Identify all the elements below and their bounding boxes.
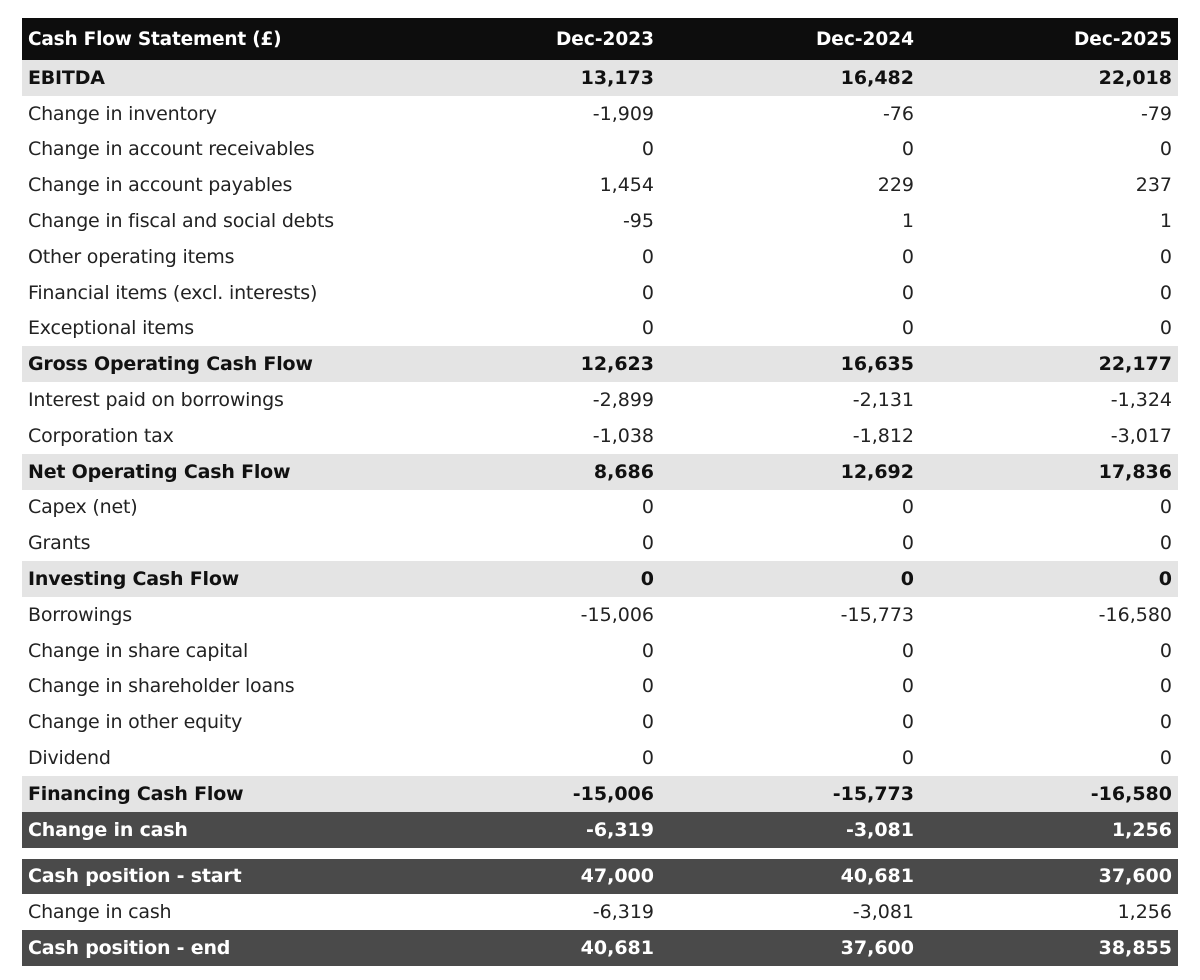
row-value: 0 (1159, 675, 1172, 698)
table-row (22, 525, 1178, 561)
row-label: EBITDA (28, 66, 105, 89)
row-value: 0 (901, 281, 914, 304)
row-label: Grants (28, 532, 91, 555)
row-value: 0 (641, 675, 654, 698)
table-row (22, 597, 1178, 633)
row-value: 37,600 (1098, 865, 1172, 888)
table-row (22, 740, 1178, 776)
row-value: -15,773 (832, 782, 914, 805)
row-value: 0 (641, 639, 654, 662)
table-row (22, 633, 1178, 669)
row-value: 16,482 (840, 66, 914, 89)
row-label: Change in cash (28, 901, 172, 924)
table-row (22, 894, 1178, 930)
row-value: 0 (641, 245, 654, 268)
table-row (22, 60, 1178, 96)
row-label: Change in cash (28, 818, 188, 841)
row-value: 38,855 (1098, 937, 1172, 960)
row-label: Change in account receivables (28, 138, 315, 161)
row-value: 40,681 (580, 937, 654, 960)
row-value: 22,177 (1098, 353, 1172, 376)
row-value: 0 (901, 496, 914, 519)
row-value: 1,256 (1111, 818, 1172, 841)
row-value: 0 (1159, 747, 1172, 770)
table-row (22, 311, 1178, 347)
row-label: Cash position - end (28, 937, 231, 960)
row-value: 12,623 (580, 353, 654, 376)
row-label: Exceptional items (28, 317, 194, 340)
header-col-dec-2024: Dec-2024 (815, 28, 914, 50)
row-value: -95 (622, 210, 654, 233)
table-row (22, 490, 1178, 526)
row-label: Other operating items (28, 245, 235, 268)
row-value: -3,017 (1110, 424, 1172, 447)
row-value: 0 (901, 639, 914, 662)
row-value: 0 (641, 747, 654, 770)
row-value: 37,600 (840, 937, 914, 960)
header-label: Cash Flow Statement (£) (28, 28, 282, 50)
row-value: 0 (1158, 568, 1172, 591)
row-value: 0 (641, 281, 654, 304)
header-col-dec-2025: Dec-2025 (1073, 28, 1172, 50)
row-label: Cash position - start (28, 865, 242, 888)
row-label: Change in account payables (28, 174, 293, 197)
row-value: 17,836 (1098, 460, 1172, 483)
row-value: 0 (901, 138, 914, 161)
row-value: 0 (1159, 496, 1172, 519)
row-value: 1,454 (599, 174, 654, 197)
table-row (22, 203, 1178, 239)
table-row (22, 132, 1178, 168)
table-row (22, 930, 1178, 966)
row-value: -15,006 (572, 782, 654, 805)
row-label: Change in fiscal and social debts (28, 210, 334, 233)
row-label: Change in shareholder loans (28, 675, 295, 698)
row-value: -1,909 (592, 102, 654, 125)
table-row (22, 382, 1178, 418)
row-value: 0 (640, 568, 654, 591)
row-value: -6,319 (592, 901, 654, 924)
row-value: -76 (882, 102, 914, 125)
row-value: -1,324 (1110, 389, 1172, 412)
table-header-row (22, 18, 1178, 60)
row-value: 0 (641, 532, 654, 555)
row-value: -3,081 (852, 901, 914, 924)
row-label: Financial items (excl. interests) (28, 281, 318, 304)
row-value: 1,256 (1117, 901, 1172, 924)
row-value: 0 (641, 317, 654, 340)
row-label: Financing Cash Flow (28, 782, 244, 805)
row-value: 0 (901, 711, 914, 734)
row-value: -16,580 (1098, 603, 1172, 626)
row-value: 0 (1159, 317, 1172, 340)
row-value: 0 (901, 675, 914, 698)
row-value: 16,635 (840, 353, 914, 376)
row-value: 0 (641, 711, 654, 734)
section-gap (22, 848, 1178, 859)
row-label: Change in inventory (28, 102, 217, 125)
row-value: 1 (1159, 210, 1172, 233)
row-label: Borrowings (28, 603, 132, 626)
row-value: 22,018 (1098, 66, 1172, 89)
row-value: 0 (641, 138, 654, 161)
row-value: 0 (641, 496, 654, 519)
row-value: -6,319 (586, 818, 654, 841)
row-value: 47,000 (580, 865, 654, 888)
row-label: Capex (net) (28, 496, 138, 519)
row-label: Change in other equity (28, 711, 243, 734)
row-label: Change in share capital (28, 639, 249, 662)
row-label: Investing Cash Flow (28, 568, 240, 591)
table-row (22, 346, 1178, 382)
row-value: 1 (901, 210, 914, 233)
row-label: Net Operating Cash Flow (28, 460, 291, 483)
table-row (22, 418, 1178, 454)
table-row (22, 859, 1178, 895)
table-row (22, 239, 1178, 275)
row-value: 0 (1159, 711, 1172, 734)
cash-flow-table (22, 18, 1178, 966)
row-value: 0 (900, 568, 914, 591)
header-col-dec-2023: Dec-2023 (555, 28, 654, 50)
row-value: -15,006 (580, 603, 654, 626)
row-value: -79 (1140, 102, 1172, 125)
table-body (22, 60, 1178, 848)
row-value: 0 (1159, 639, 1172, 662)
table-row (22, 454, 1178, 490)
row-label: Dividend (28, 747, 111, 770)
row-value: 0 (901, 532, 914, 555)
table-row (22, 167, 1178, 203)
row-value: -1,038 (592, 424, 654, 447)
row-value: -16,580 (1090, 782, 1172, 805)
row-label: Gross Operating Cash Flow (28, 353, 313, 376)
row-value: 237 (1135, 174, 1172, 197)
table-row (22, 96, 1178, 132)
row-value: -1,812 (852, 424, 914, 447)
row-value: 13,173 (580, 66, 654, 89)
row-value: 0 (901, 245, 914, 268)
table-row (22, 669, 1178, 705)
table-row (22, 561, 1178, 597)
row-value: 0 (1159, 245, 1172, 268)
row-value: -15,773 (840, 603, 914, 626)
row-value: 0 (1159, 281, 1172, 304)
row-value: 12,692 (840, 460, 914, 483)
table-row (22, 812, 1178, 848)
table-row (22, 275, 1178, 311)
row-value: 0 (901, 317, 914, 340)
row-value: 8,686 (593, 460, 654, 483)
row-value: -2,131 (852, 389, 914, 412)
cash-position-section (22, 859, 1178, 966)
row-value: 40,681 (840, 865, 914, 888)
table-row (22, 704, 1178, 740)
row-label: Corporation tax (28, 424, 174, 447)
row-value: 0 (1159, 138, 1172, 161)
row-label: Interest paid on borrowings (28, 389, 284, 412)
row-value: -3,081 (846, 818, 914, 841)
row-value: 0 (1159, 532, 1172, 555)
row-value: 0 (901, 747, 914, 770)
row-value: -2,899 (592, 389, 654, 412)
table-row (22, 776, 1178, 812)
row-value: 229 (877, 174, 914, 197)
